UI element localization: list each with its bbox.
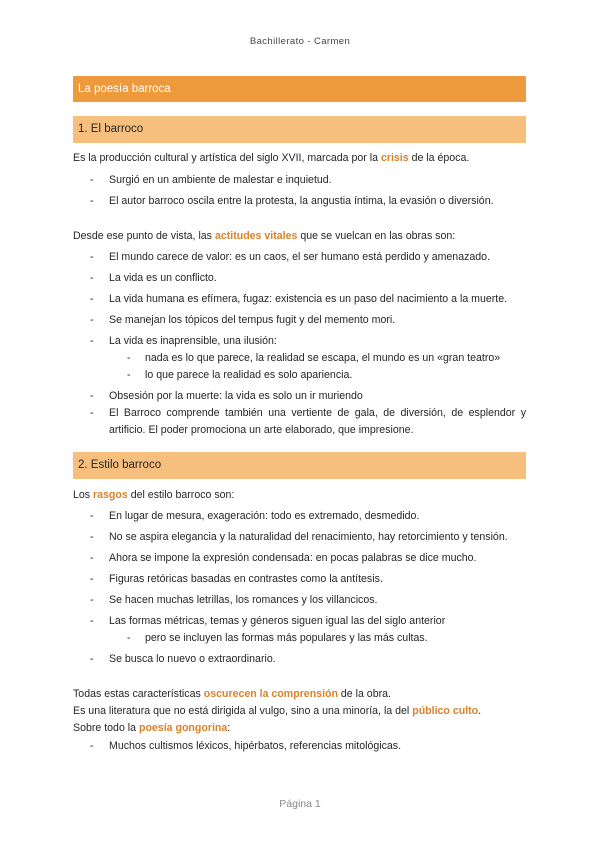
list-item: El autor barroco oscila entre la protesta, la angustia íntima, la evasión o diversión. <box>109 195 494 207</box>
section-heading-estilo-barroco: 2. Estilo barroco <box>73 452 526 479</box>
list-item: Obsesión por la muerte: la vida es solo un ir muriendo <box>109 390 363 402</box>
intro-text-end: de la época. <box>408 152 470 164</box>
sub-list-item: nada es lo que parece, la realidad se escapa, el mundo es un «gran teatro» <box>145 352 501 364</box>
closing-text: Es una literatura que no está dirigida al vulgo, sino a una minoría, la del <box>73 705 413 717</box>
list-item: Se manejan los tópicos del tempus fugit y del memento mori. <box>109 314 396 326</box>
page-number: Página 1 <box>279 798 321 810</box>
highlight-publico-culto: público culto <box>412 705 479 717</box>
highlight-oscurecen: oscurecen la comprensión <box>203 688 338 700</box>
dash-bullet: - <box>90 594 94 606</box>
dash-bullet: - <box>90 251 94 263</box>
closing-line-2 <box>73 705 481 718</box>
dash-bullet: - <box>90 531 94 543</box>
list-item: En lugar de mesura, exageración: todo es extremado, desmedido. <box>109 510 420 522</box>
section-heading-barroco: 1. El barroco <box>73 116 526 143</box>
list-item: La vida es un conflicto. <box>109 272 217 284</box>
list-item: El mundo carece de valor: es un caos, el ser humano está perdido y amenazado. <box>109 251 491 263</box>
section2-intro <box>73 489 234 502</box>
dash-bullet: - <box>90 293 94 305</box>
intro-text-end: que se vuelcan en las obras son: <box>297 230 456 242</box>
highlight-actitudes-vitales: actitudes vitales <box>214 230 298 242</box>
list-item: La vida es inaprensible, una ilusión: <box>109 335 277 347</box>
closing-text: Sobre todo la <box>73 722 139 734</box>
dash-bullet: - <box>90 407 94 419</box>
closing-line-1 <box>73 688 391 701</box>
closing-text-end: . <box>478 705 482 717</box>
list-item: No se aspira elegancia y la naturalidad del renacimiento, hay retorcimiento y tensión. <box>109 531 508 543</box>
list-item: Surgió en un ambiente de malestar e inquietud. <box>109 174 332 186</box>
dash-bullet: - <box>127 369 131 381</box>
dash-bullet: - <box>90 314 94 326</box>
list-item: El Barroco comprende también una vertiente de gala, de diversión, de esplendor y artificio. El poder promociona un arte elaborado, que impresione. <box>109 407 526 436</box>
dash-bullet: - <box>90 174 94 186</box>
dash-bullet: - <box>90 573 94 585</box>
intro-text: Es la producción cultural y artística del siglo XVII, marcada por la <box>73 152 381 164</box>
dash-bullet: - <box>127 352 131 364</box>
list-item: Ahora se impone la expresión condensada: en pocas palabras se dice mucho. <box>109 552 477 564</box>
list-item: Figuras retóricas basadas en contrastes como la antítesis. <box>109 573 383 585</box>
closing-text-end: : <box>227 722 231 734</box>
list-item: Muchos cultismos léxicos, hipérbatos, referencias mitológicas. <box>109 740 402 752</box>
closing-text-end: de la obra. <box>337 688 391 700</box>
intro-text: Desde ese punto de vista, las <box>73 230 215 242</box>
document-title: La poesía barroca <box>73 76 526 102</box>
dash-bullet: - <box>90 390 94 402</box>
dash-bullet: - <box>90 552 94 564</box>
highlight-rasgos: rasgos <box>93 489 128 501</box>
dash-bullet: - <box>90 615 94 627</box>
dash-bullet: - <box>90 335 94 347</box>
closing-text: Todas estas características <box>73 688 204 700</box>
sub-list-item: lo que parece la realidad es solo apariencia. <box>145 369 353 381</box>
highlight-crisis: crisis <box>380 152 409 164</box>
list-item: Se hacen muchas letrillas, los romances y los villancicos. <box>109 594 378 606</box>
section1-intro <box>73 152 469 165</box>
intro-text-end: del estilo barroco son: <box>127 489 235 501</box>
dash-bullet: - <box>90 195 94 207</box>
dash-bullet: - <box>90 740 94 752</box>
list-item: La vida humana es efímera, fugaz: existencia es un paso del nacimiento a la muerte. <box>109 293 508 305</box>
dash-bullet: - <box>127 632 131 644</box>
sub-list-item: pero se incluyen las formas más populares y las más cultas. <box>145 632 428 644</box>
page-header: Bachillerato - Carmen <box>249 36 351 47</box>
closing-line-3 <box>73 722 230 735</box>
list-item: Se busca lo nuevo o extraordinario. <box>109 653 276 665</box>
dash-bullet: - <box>90 272 94 284</box>
dash-bullet: - <box>90 510 94 522</box>
section1-intro2 <box>73 230 455 243</box>
highlight-poesia-gongorina: poesía gongorina <box>138 722 228 734</box>
dash-bullet: - <box>90 653 94 665</box>
list-item: Las formas métricas, temas y géneros siguen igual las del siglo anterior <box>109 615 446 627</box>
intro-text: Los <box>73 489 94 501</box>
